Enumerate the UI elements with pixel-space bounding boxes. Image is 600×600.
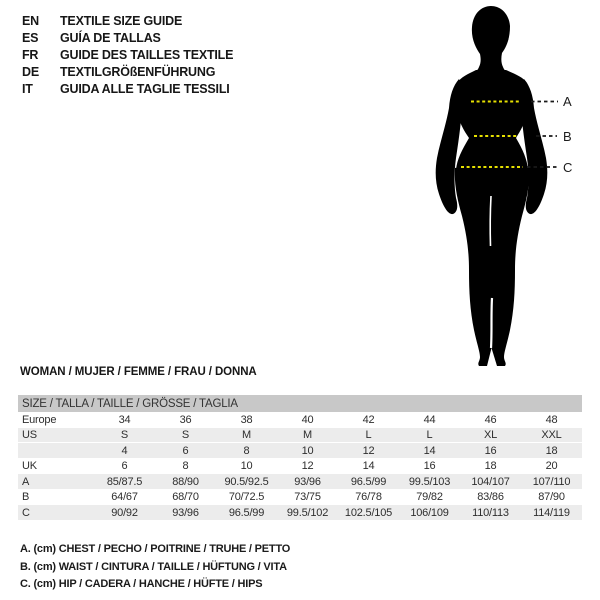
size-cell: 18 xyxy=(484,460,497,473)
size-cell: 110/113 xyxy=(472,506,509,519)
size-cell: 18 xyxy=(545,444,558,457)
size-cell: 114/119 xyxy=(533,506,570,519)
size-cell: S xyxy=(181,429,190,442)
row-label: B xyxy=(22,491,30,504)
size-cell: 68/70 xyxy=(172,491,199,504)
row-label: UK xyxy=(22,460,37,473)
lang-code: FR xyxy=(22,47,39,62)
size-cell: 107/110 xyxy=(532,475,571,488)
size-cell: 73/75 xyxy=(294,491,321,504)
size-cell: 6 xyxy=(182,444,189,457)
size-cell: 42 xyxy=(362,413,375,426)
marker-label-a: A xyxy=(563,94,572,109)
table-row-chest-a xyxy=(18,474,582,490)
woman-silhouette-figure xyxy=(410,0,590,370)
size-cell: XL xyxy=(483,429,498,442)
legend-line-a: A. (cm) CHEST / PECHO / POITRINE / TRUHE / PETTO xyxy=(20,543,291,555)
size-cell: S xyxy=(120,429,129,442)
lang-code: EN xyxy=(22,13,39,28)
size-cell: 38 xyxy=(240,413,253,426)
size-cell: 8 xyxy=(182,460,189,473)
lang-code: ES xyxy=(22,30,39,45)
size-cell: 12 xyxy=(362,444,375,457)
woman-silhouette-icon xyxy=(410,0,590,370)
size-cell: 10 xyxy=(240,460,253,473)
size-cell: 48 xyxy=(545,413,558,426)
size-cell: 106/109 xyxy=(410,506,449,519)
legend-line-b: B. (cm) WAIST / CINTURA / TAILLE / HÜFTUNG / VITA xyxy=(20,560,287,573)
size-cell: 83/86 xyxy=(477,491,504,504)
row-label: C xyxy=(22,506,30,519)
lang-title: GUIDA ALLE TAGLIE TESSILI xyxy=(60,81,230,96)
lang-row-en xyxy=(22,12,233,29)
table-row-uk xyxy=(18,459,582,475)
size-cell: 4 xyxy=(121,444,128,457)
lang-row-de xyxy=(22,63,233,80)
size-cell: 64/67 xyxy=(111,491,138,504)
size-cell: 99.5/102 xyxy=(286,506,329,519)
lang-code: DE xyxy=(22,64,39,79)
size-cell: 14 xyxy=(362,460,375,473)
size-cell: 12 xyxy=(301,460,314,473)
size-cell: XXL xyxy=(541,429,562,442)
marker-label-b: B xyxy=(563,129,572,144)
size-cell: M xyxy=(303,429,312,442)
legend-line-c: C. (cm) HIP / CADERA / HANCHE / HÜFTE / HIPS xyxy=(20,578,263,590)
table-row-europe xyxy=(18,412,582,428)
size-cell: 46 xyxy=(484,413,497,426)
size-cell: 8 xyxy=(243,444,250,457)
size-cell: 14 xyxy=(423,444,436,457)
lang-row-es xyxy=(22,29,233,46)
marker-label-c: C xyxy=(563,160,573,175)
size-cell: 87/90 xyxy=(538,491,565,504)
size-table-header: SIZE / TALLA / TAILLE / GRÖSSE / TAGLIA xyxy=(18,395,582,412)
table-row-us xyxy=(18,428,582,444)
row-label: Europe xyxy=(22,413,57,426)
lang-row-it xyxy=(22,80,233,97)
size-cell: L xyxy=(426,429,433,442)
table-row-us-numeric xyxy=(18,443,582,459)
size-cell: 102.5/105 xyxy=(344,506,393,519)
lang-title: TEXTILE SIZE GUIDE xyxy=(60,13,183,28)
size-cell: L xyxy=(365,429,372,442)
size-cell: 99.5/103 xyxy=(408,475,451,488)
lang-title: GUIDE DES TAILLES TEXTILE xyxy=(60,47,234,62)
size-cell: 96.5/99 xyxy=(350,475,387,488)
size-cell: 44 xyxy=(423,413,436,426)
size-cell: 76/78 xyxy=(355,491,382,504)
size-table xyxy=(18,395,582,521)
size-cell: M xyxy=(242,429,251,442)
lang-row-fr xyxy=(22,46,233,63)
table-row-waist-b xyxy=(18,490,582,506)
size-cell: 104/107 xyxy=(471,475,510,488)
lang-code: IT xyxy=(22,81,33,96)
size-cell: 36 xyxy=(179,413,192,426)
measurement-legend xyxy=(20,541,290,594)
row-label: A xyxy=(22,475,30,488)
table-row-hip-c xyxy=(18,505,582,521)
size-cell: 70/72.5 xyxy=(228,491,265,504)
size-cell: 90.5/92.5 xyxy=(224,475,269,488)
row-label: US xyxy=(22,429,37,442)
size-cell: 34 xyxy=(118,413,131,426)
size-cell: 85/87.5 xyxy=(106,475,143,488)
size-cell: 88/90 xyxy=(172,475,199,488)
size-cell: 90/92 xyxy=(111,506,138,519)
size-cell: 16 xyxy=(423,460,436,473)
lang-title: GUÍA DE TALLAS xyxy=(60,30,161,45)
size-cell: 93/96 xyxy=(172,506,199,519)
size-cell: 96.5/99 xyxy=(228,506,265,519)
size-cell: 93/96 xyxy=(294,475,321,488)
woman-group-title: WOMAN / MUJER / FEMME / FRAU / DONNA xyxy=(20,366,257,378)
language-title-list xyxy=(22,12,233,97)
size-cell: 20 xyxy=(545,460,558,473)
size-cell: 16 xyxy=(484,444,497,457)
size-cell: 40 xyxy=(301,413,314,426)
lang-title: TEXTILGRÖßENFÜHRUNG xyxy=(60,64,216,79)
size-cell: 79/82 xyxy=(416,491,443,504)
size-cell: 6 xyxy=(121,460,128,473)
size-cell: 10 xyxy=(301,444,314,457)
